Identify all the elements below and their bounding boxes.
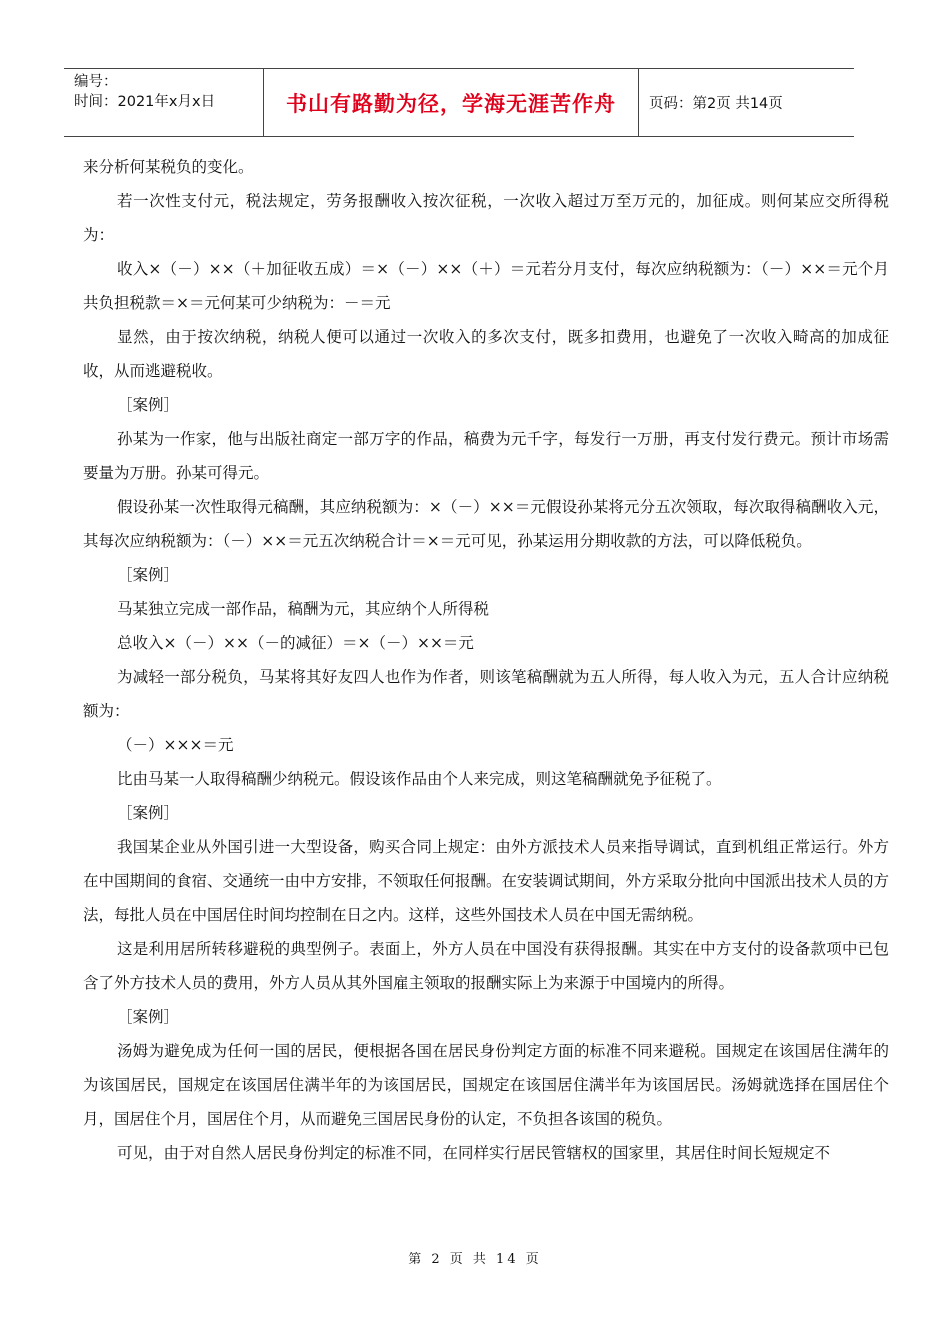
header-page-code: 页码：第2页 共14页 — [649, 96, 783, 112]
case-heading: ［案例］ — [117, 566, 180, 584]
case-heading: ［案例］ — [117, 804, 180, 822]
body-paragraph: 假设孙某一次性取得元稿酬，其应纳税额为：×（－）××＝元假设孙某将元分五次领取，每次取得稿酬收入元，其每次应纳税额为：（－）××＝元五次纳税合计＝×＝元可见，孙某运用分期收款的方法，可以降低税负。 — [83, 498, 889, 550]
body-paragraph: 显然，由于按次纳税，纳税人便可以通过一次收入的多次支付，既多扣费用，也避免了一次收入畸高的加成征收，从而逃避税收。 — [83, 328, 889, 380]
body-paragraph: 总收入×（－）××（－的减征）＝×（－）××＝元 — [117, 634, 474, 652]
body-paragraph: 汤姆为避免成为任何一国的居民，便根据各国在居民身份判定方面的标准不同来避税。国规定在该国居住满年的为该国居民，国规定在该国居住满半年的为该国居民，国规定在该国居住满半年为该国居民。汤姆就选择在国居住个月，国居住个月，国居住个月，从而避免三国居民身份的认定，不负担各该国的税负。 — [83, 1042, 889, 1128]
body-paragraph: （－）×××＝元 — [117, 736, 234, 754]
case-heading: ［案例］ — [117, 1008, 180, 1026]
body-paragraph: 来分析何某税负的变化。 — [83, 158, 254, 176]
document-body — [83, 150, 889, 1170]
body-paragraph: 可见，由于对自然人居民身份判定的标准不同，在同样实行居民管辖权的国家里，其居住时间长短规定不 — [117, 1144, 831, 1162]
body-paragraph: 我国某企业从外国引进一大型设备，购买合同上规定：由外方派技术人员来指导调试，直到机组正常运行。外方在中国期间的食宿、交通统一由中方安排，不领取任何报酬。在安装调试期间，外方采取分批向中国派出技术人员的方法，每批人员在中国居住时间均控制在日之内。这样，这些外国技术人员在中国无需纳税。 — [83, 838, 890, 924]
body-paragraph: 为减轻一部分税负，马某将其好友四人也作为作者，则该笔稿酬就为五人所得，每人收入为元，五人合计应纳税额为： — [83, 668, 889, 720]
body-paragraph: 孙某为一作家，他与出版社商定一部万字的作品，稿费为元千字，每发行一万册，再支付发行费元。预计市场需要量为万册。孙某可得元。 — [83, 430, 889, 482]
page-footer: 第 2 页 共 14 页 — [408, 1252, 542, 1267]
body-paragraph: 比由马某一人取得稿酬少纳税元。假设该作品由个人来完成，则这笔稿酬就免予征税了。 — [117, 770, 722, 788]
document-time-label: 时间：2021年x月x日 — [74, 94, 216, 110]
case-heading: ［案例］ — [117, 396, 180, 414]
body-paragraph: 这是利用居所转移避税的典型例子。表面上，外方人员在中国没有获得报酬。其实在中方支付的设备款项中已包含了外方技术人员的费用，外方人员从其外国雇主领取的报酬实际上为来源于中国境内的所得。 — [83, 940, 889, 992]
body-paragraph: 若一次性支付元，税法规定，劳务报酬收入按次征税，一次收入超过万至万元的，加征成。则何某应交所得税为： — [83, 192, 889, 244]
body-paragraph: 马某独立完成一部作品，稿酬为元，其应纳个人所得税 — [117, 600, 490, 618]
document-number-label: 编号： — [74, 74, 118, 90]
page-header — [64, 68, 854, 137]
body-paragraph: 收入×（－）××（＋加征收五成）＝×（－）××（＋）＝元若分月支付，每次应纳税额为：（－）××＝元个月共负担税款＝×＝元何某可少纳税为：－＝元 — [83, 260, 889, 312]
header-motto: 书山有路勤为径，学海无涯苦作舟 — [264, 69, 639, 136]
header-meta — [64, 69, 264, 136]
